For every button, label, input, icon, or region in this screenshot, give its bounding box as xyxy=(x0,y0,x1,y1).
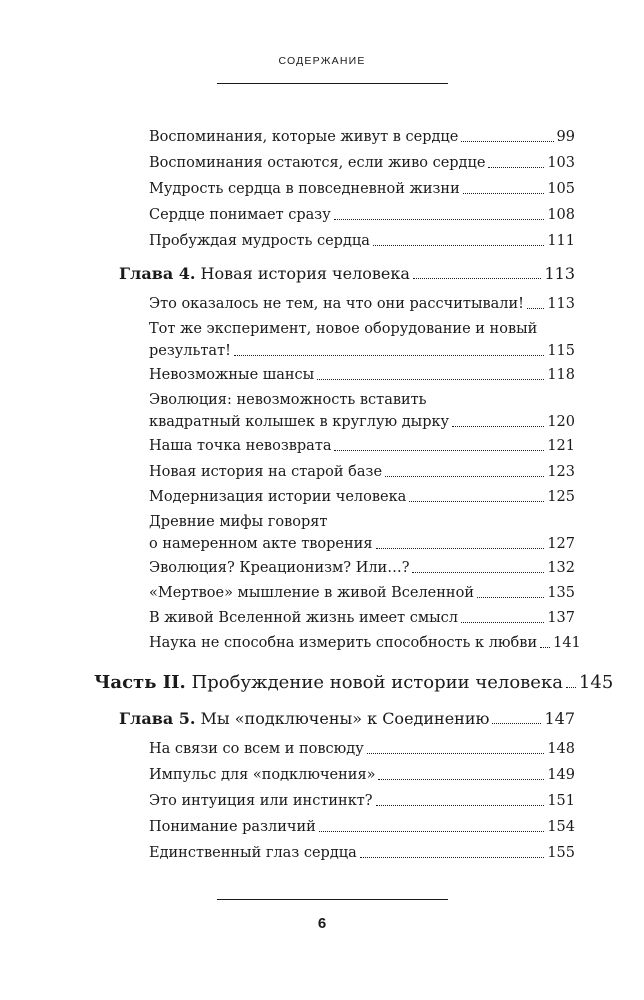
leader-dots xyxy=(367,753,545,754)
toc-entry-title: Тот же эксперимент, новое оборудование и новый xyxy=(149,321,538,337)
toc-entry-title: Невозможные шансы xyxy=(149,367,315,383)
toc-entry-title: Мудрость сердца в повседневной жизни xyxy=(149,181,460,197)
toc-entry-title: Понимание различий xyxy=(149,819,316,835)
toc-entry-page: 132 xyxy=(547,560,575,576)
toc-entry-title: Пробуждая мудрость сердца xyxy=(149,233,370,249)
toc-entry-page: 148 xyxy=(547,741,575,757)
toc-entry xyxy=(149,230,575,252)
toc-entry-title: Наука не способна измерить способность к любви xyxy=(149,635,538,651)
running-header: СОДЕРЖАНИЕ xyxy=(278,55,366,67)
toc-entry xyxy=(149,607,575,629)
toc-part-entry xyxy=(94,672,614,694)
toc-entry-title: Сердце понимает сразу xyxy=(149,207,331,223)
toc-entry-page: 105 xyxy=(547,181,575,197)
toc-entry-page: 137 xyxy=(547,610,575,626)
leader-dots xyxy=(376,548,545,549)
leader-dots xyxy=(461,622,544,623)
toc-entry-title-cont: квадратный колышек в круглую дырку xyxy=(149,414,450,430)
toc-entry-title: В живой Вселенной жизнь имеет смысл xyxy=(149,610,459,626)
leader-dots xyxy=(378,779,544,780)
toc-entry xyxy=(149,152,575,174)
toc-chapter-entry xyxy=(119,263,575,285)
leader-dots xyxy=(463,193,545,194)
toc-entry-title: Эволюция: невозможность вставить xyxy=(149,392,427,408)
part-label: Часть II. xyxy=(94,672,186,693)
leader-dots xyxy=(566,687,576,688)
toc-entry xyxy=(149,364,575,386)
leader-dots xyxy=(413,278,542,279)
chapter-label: Глава 4. xyxy=(119,264,196,283)
leader-dots xyxy=(360,857,545,858)
toc-entry xyxy=(149,511,575,555)
toc-entry-page: 135 xyxy=(547,585,575,601)
leader-dots xyxy=(334,219,545,220)
toc-entry-page: 125 xyxy=(547,489,575,505)
toc-entry-page: 111 xyxy=(547,233,575,249)
toc-entry-title: На связи со всем и повсюду xyxy=(149,741,364,757)
toc-entry xyxy=(149,764,575,786)
leader-dots xyxy=(412,572,544,573)
toc-entry-title: Это оказалось не тем, на что они рассчитывали! xyxy=(149,296,524,312)
toc-entry-page: 113 xyxy=(544,264,575,283)
toc-entry-page: 154 xyxy=(547,819,575,835)
toc-entry xyxy=(149,486,575,508)
leader-dots xyxy=(452,426,544,427)
toc-entry-page: 149 xyxy=(547,767,575,783)
toc-entry-page: 145 xyxy=(578,672,614,693)
toc-entry-title: Это интуиция или инстинкт? xyxy=(149,793,373,809)
toc-entry xyxy=(149,318,575,362)
toc-entry-page: 120 xyxy=(547,414,575,430)
toc-entry-page: 103 xyxy=(547,155,575,171)
toc-entry-title: Эволюция? Креационизм? Или…? xyxy=(149,560,410,576)
page-number: 6 xyxy=(317,915,327,932)
toc-entry-title: Древние мифы говорят xyxy=(149,514,328,530)
toc-entry-title: Импульс для «подключения» xyxy=(149,767,376,783)
leader-dots xyxy=(540,647,550,648)
toc-entry xyxy=(149,461,575,483)
toc-entry-page: 127 xyxy=(547,536,575,552)
toc-entry-title: «Мертвое» мышление в живой Вселенной xyxy=(149,585,474,601)
leader-dots xyxy=(373,245,544,246)
toc-entry-page: 155 xyxy=(547,845,575,861)
leader-dots xyxy=(488,167,544,168)
toc-entry-page: 113 xyxy=(547,296,575,312)
footer-rule xyxy=(217,899,448,900)
leader-dots xyxy=(409,501,544,502)
toc-entry xyxy=(149,582,575,604)
toc-entry xyxy=(149,842,575,864)
toc-entry-title: Модернизация истории человека xyxy=(149,489,407,505)
toc-entry-page: 141 xyxy=(553,635,581,651)
leader-dots xyxy=(334,450,544,451)
leader-dots xyxy=(477,597,544,598)
leader-dots xyxy=(234,355,544,356)
toc-entry xyxy=(149,790,575,812)
leader-dots xyxy=(319,831,545,832)
toc-entry xyxy=(149,632,581,654)
toc-entry-title: Воспоминания, которые живут в сердце xyxy=(149,129,459,145)
chapter-title: Новая история человека xyxy=(200,264,410,283)
toc-entry-page: 118 xyxy=(547,367,575,383)
toc-entry xyxy=(149,126,575,148)
toc-entry-title-cont: результат! xyxy=(149,343,231,359)
toc-chapter-entry xyxy=(119,708,575,730)
toc-entry-page: 147 xyxy=(544,709,575,728)
part-title: Пробуждение новой истории человека xyxy=(191,672,563,693)
toc-entry-title: Воспоминания остаются, если живо сердце xyxy=(149,155,486,171)
toc-entry-title: Наша точка невозврата xyxy=(149,438,332,454)
leader-dots xyxy=(492,723,541,724)
leader-dots xyxy=(317,379,544,380)
leader-dots xyxy=(461,141,553,142)
toc-entry xyxy=(149,389,575,433)
toc-entry xyxy=(149,816,575,838)
chapter-title: Мы «подключены» к Соединению xyxy=(200,709,490,728)
toc-entry xyxy=(149,204,575,226)
toc-entry xyxy=(149,293,575,315)
toc-entry-page: 121 xyxy=(547,438,575,454)
toc-entry-page: 123 xyxy=(547,464,575,480)
toc-entry-title: Новая история на старой базе xyxy=(149,464,383,480)
toc-entry xyxy=(149,435,575,457)
toc-entry-page: 108 xyxy=(547,207,575,223)
leader-dots xyxy=(376,805,545,806)
leader-dots xyxy=(527,308,544,309)
leader-dots xyxy=(385,476,544,477)
toc-entry xyxy=(149,178,575,200)
toc-entry-page: 99 xyxy=(556,129,575,145)
chapter-label: Глава 5. xyxy=(119,709,196,728)
toc-entry-title-cont: о намеренном акте творения xyxy=(149,536,373,552)
toc-entry xyxy=(149,738,575,760)
toc-entry-title: Единственный глаз сердца xyxy=(149,845,357,861)
toc-entry xyxy=(149,557,575,579)
toc-entry-page: 115 xyxy=(547,343,575,359)
toc-entry-page: 151 xyxy=(547,793,575,809)
